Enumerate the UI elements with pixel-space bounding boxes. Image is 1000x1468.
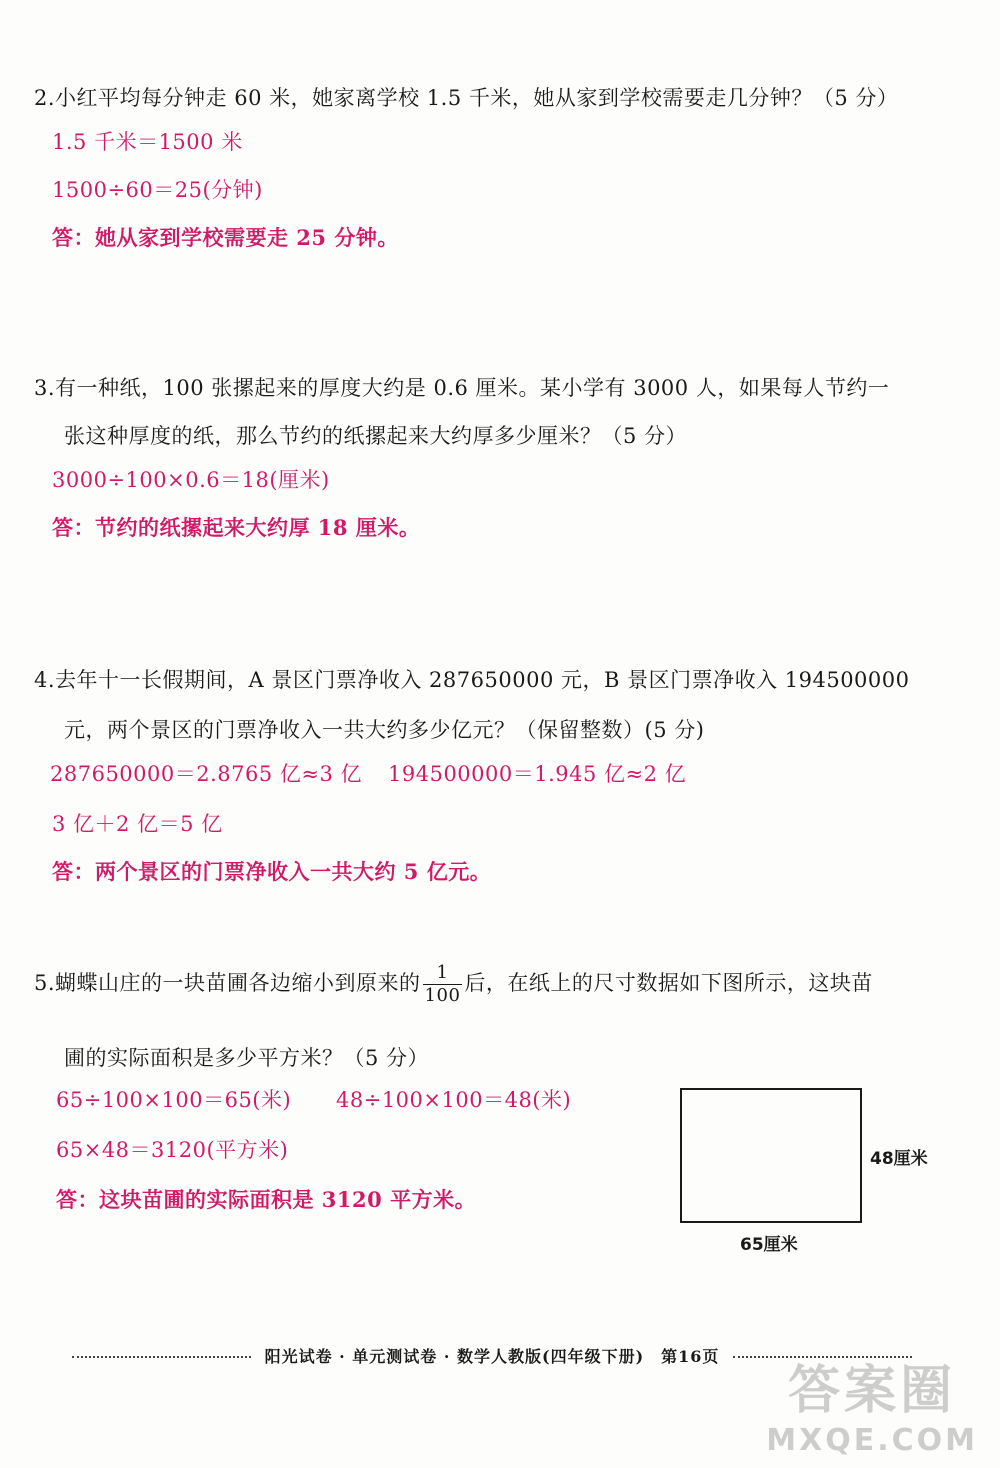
q3-question-line1: 3.有一种纸，100 张摞起来的厚度大约是 0.6 厘米。某小学有 3000 人，如果每人节约一	[34, 376, 890, 400]
q3-answer: 答：节约的纸摞起来大约厚 18 厘米。	[52, 515, 421, 540]
fraction	[423, 962, 463, 1007]
q4-answer: 答：两个景区的门票净收入一共大约 5 亿元。	[52, 859, 492, 884]
q4-question-line2: 元，两个景区的门票净收入一共大约多少亿元？（保留整数）(5 分)	[64, 718, 705, 742]
q5-question-line1	[34, 962, 873, 1007]
q5-step-1-right: 48÷100×100＝48(米)	[336, 1088, 572, 1112]
q4-step-1-left: 287650000＝2.8765 亿≈3 亿	[50, 762, 363, 786]
q2-question: 2.小红平均每分钟走 60 米，她家离学校 1.5 千米，她从家到学校需要走几分钟？（5 分）	[34, 86, 899, 110]
garden-rectangle	[680, 1088, 862, 1223]
q5-question-line2: 圃的实际面积是多少平方米？（5 分）	[64, 1046, 430, 1070]
q5-question-post: 后，在纸上的尺寸数据如下图所示，这块苗	[464, 971, 873, 995]
watermark-line2: MXQE.COM	[766, 1423, 978, 1458]
fraction-numerator: 1	[423, 962, 463, 985]
height-label: 48厘米	[870, 1149, 928, 1169]
q3-question-line2: 张这种厚度的纸，那么节约的纸摞起来大约厚多少厘米？（5 分）	[64, 424, 688, 448]
q4-step-1-right: 194500000＝1.945 亿≈2 亿	[388, 762, 687, 786]
q4-step-2: 3 亿＋2 亿＝5 亿	[52, 812, 223, 836]
fraction-denominator: 100	[424, 985, 461, 1006]
footer-text: 阳光试卷 · 单元测试卷 · 数学人教版(四年级下册) 第16页	[264, 1347, 720, 1366]
q2-answer: 答：她从家到学校需要走 25 分钟。	[52, 225, 399, 250]
watermark-line1: 答案圈	[788, 1361, 957, 1421]
width-label: 65厘米	[740, 1235, 798, 1255]
q5-question-pre: 5.蝴蝶山庄的一块苗圃各边缩小到原来的	[34, 971, 421, 995]
footer-dots-left	[72, 1356, 251, 1358]
q2-step-2: 1500÷60＝25(分钟)	[52, 178, 263, 202]
q5-answer: 答：这块苗圃的实际面积是 3120 平方米。	[56, 1187, 477, 1212]
q5-step-1-left: 65÷100×100＝65(米)	[56, 1088, 292, 1112]
q4-question-line1: 4.去年十一长假期间，A 景区门票净收入 287650000 元，B 景区门票净收入 194500000	[34, 668, 910, 692]
q3-step-1: 3000÷100×0.6＝18(厘米)	[52, 468, 330, 492]
q5-step-2: 65×48＝3120(平方米)	[56, 1138, 289, 1162]
q2-step-1: 1.5 千米＝1500 米	[52, 130, 243, 154]
watermark-logo	[766, 1348, 978, 1458]
